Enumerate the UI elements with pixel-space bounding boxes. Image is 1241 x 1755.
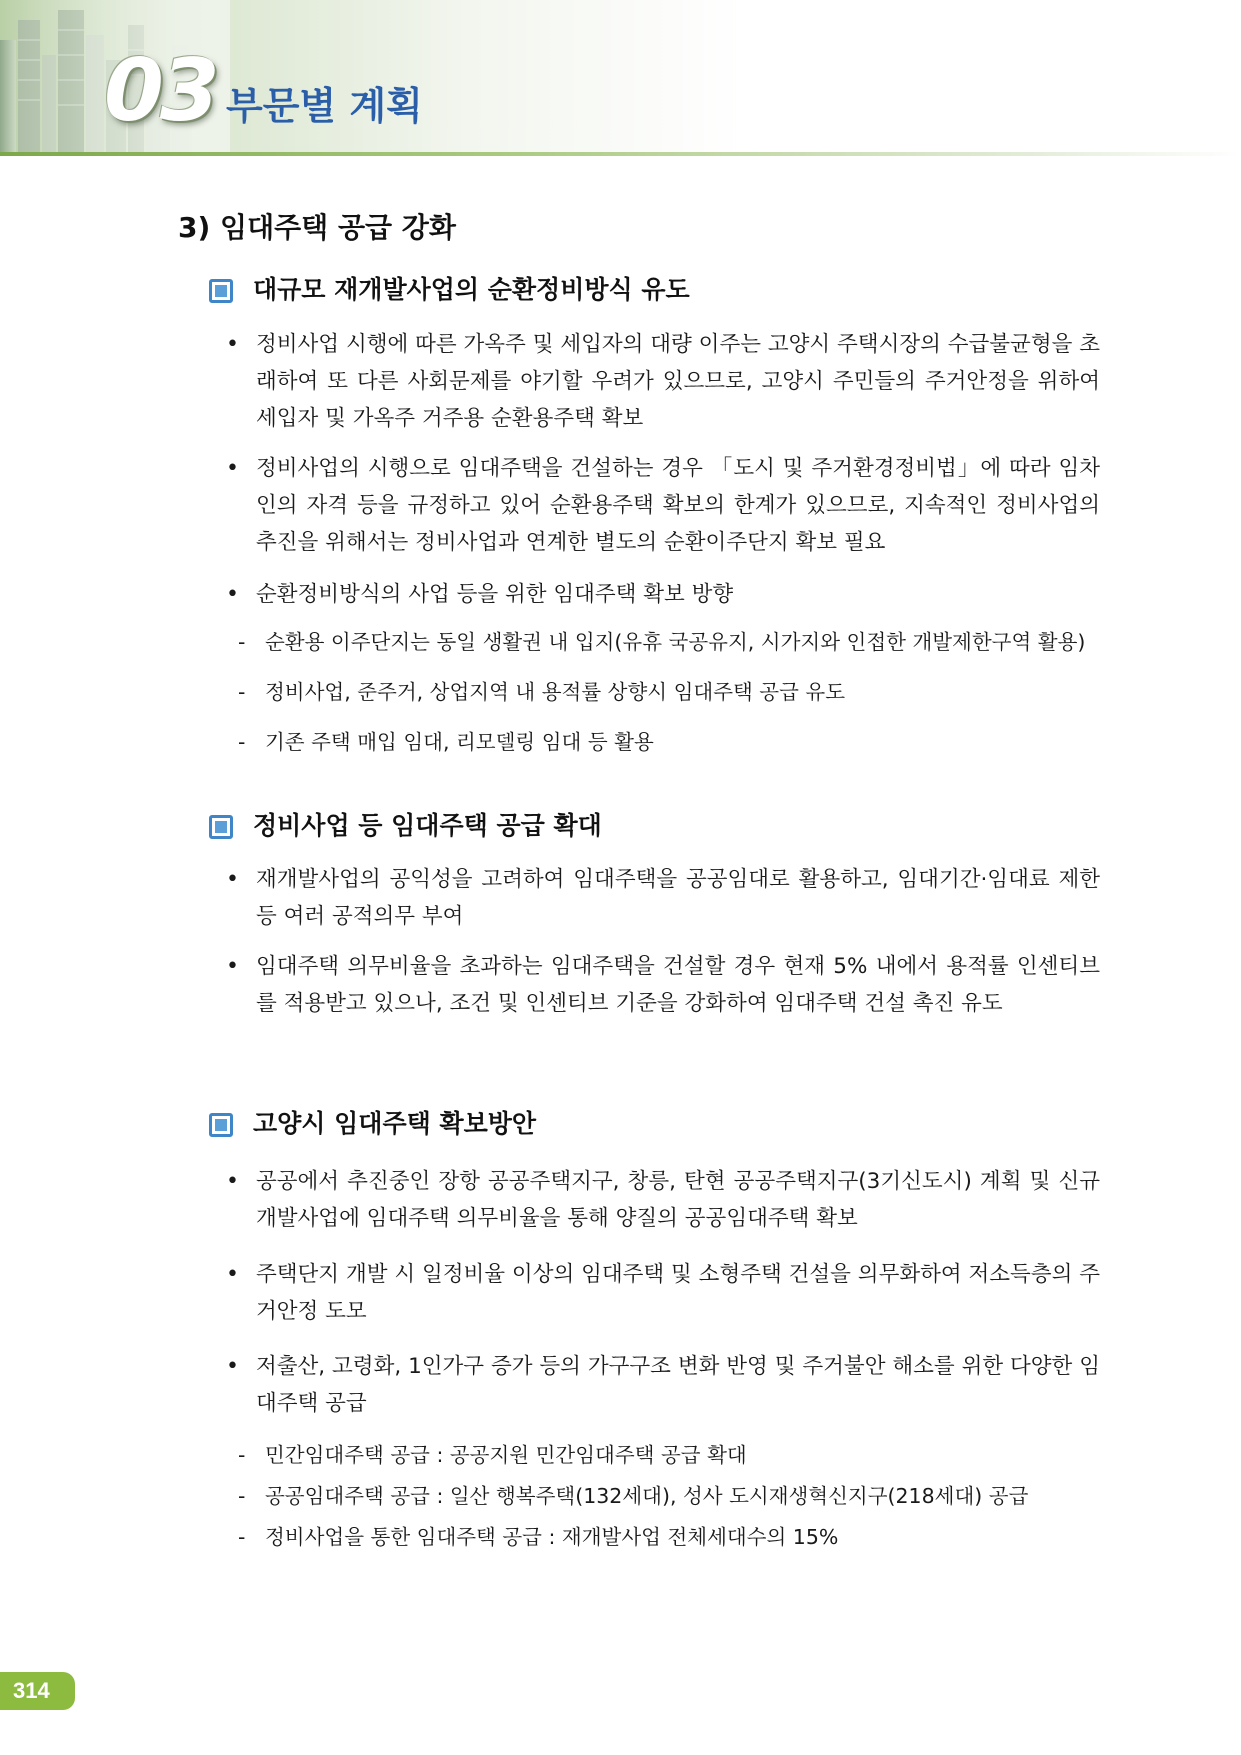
- square-bullet-icon: [209, 1113, 233, 1137]
- sub-list-item-text: 기존 주택 매입 임대, 리모델링 임대 등 활용: [265, 730, 654, 754]
- bullet-marker: •: [226, 954, 239, 979]
- list-item-text: 주택단지 개발 시 일정비율 이상의 임대주택 및 소형주택 건설을 의무화하여 저소득층의 주거안정 도모: [256, 1262, 1100, 1324]
- dash-marker: -: [238, 1484, 246, 1508]
- list-item-text: 재개발사업의 공익성을 고려하여 임대주택을 공공임대로 활용하고, 임대기간·임대료 제한 등 여러 공적의무 부여: [256, 867, 1100, 929]
- sub-list-item-text: 민간임대주택 공급 : 공공지원 민간임대주택 공급 확대: [265, 1443, 747, 1467]
- list-item-text: 임대주택 의무비율을 초과하는 임대주택을 건설할 경우 현재 5% 내에서 용적률 인센티브를 적용받고 있으나, 조건 및 인센티브 기준을 강화하여 임대주택 건설 촉진 유도: [256, 954, 1100, 1016]
- bullet-marker: •: [226, 1169, 239, 1194]
- page-number-tab: [0, 1672, 75, 1710]
- bullet-marker: •: [226, 867, 239, 892]
- sub-list-item-text: 정비사업, 준주거, 상업지역 내 용적률 상향시 임대주택 공급 유도: [265, 680, 846, 704]
- list-item: [226, 948, 1100, 1022]
- subsection-heading-text: 고양시 임대주택 확보방안: [253, 1109, 537, 1138]
- dash-marker: -: [238, 1443, 246, 1467]
- list-item-text: 정비사업의 시행으로 임대주택을 건설하는 경우 「도시 및 주거환경정비법」에 따라 임차인의 자격 등을 규정하고 있어 순환용주택 확보의 한계가 있으므로, 지속적인 정비사업의 추진을 위해서는 정비사업과 연계한 별도의 순환이주단지 확보 필요: [256, 456, 1100, 555]
- bullet-marker: •: [226, 332, 239, 357]
- list-item-text: 정비사업 시행에 따른 가옥주 및 세입자의 대량 이주는 고양시 주택시장의 수급불균형을 초래하여 또 다른 사회문제를 야기할 우려가 있으므로, 고양시 주민들의 주거안정을 위하여 세입자 및 가옥주 거주용 순환용주택 확보: [256, 332, 1100, 431]
- chapter-number: 03: [104, 41, 216, 141]
- page-number: 314: [13, 1678, 50, 1703]
- section-title: 3) 임대주택 공급 강화: [178, 211, 456, 244]
- bullet-marker: •: [226, 456, 239, 481]
- dash-marker: -: [238, 1525, 246, 1549]
- bullet-marker: •: [226, 582, 239, 607]
- dash-marker: -: [238, 680, 246, 704]
- list-item: [226, 1348, 1100, 1422]
- dash-marker: -: [238, 730, 246, 754]
- list-item: [226, 326, 1100, 437]
- square-bullet-icon: [209, 815, 233, 839]
- bullet-marker: •: [226, 1262, 239, 1287]
- chapter-title: 부문별 계획: [226, 84, 423, 128]
- subsection-heading-text: 대규모 재개발사업의 순환정비방식 유도: [253, 275, 690, 304]
- list-item: [226, 576, 1100, 613]
- square-bullet-icon: [209, 279, 233, 303]
- dash-marker: -: [238, 630, 246, 654]
- list-item-text: 순환정비방식의 사업 등을 위한 임대주택 확보 방향: [256, 582, 734, 607]
- list-item: [226, 1163, 1100, 1237]
- bullet-marker: •: [226, 1354, 239, 1379]
- subsection-heading-text: 정비사업 등 임대주택 공급 확대: [253, 811, 602, 840]
- sub-list-item-text: 순환용 이주단지는 동일 생활권 내 입지(유휴 국공유지, 시가지와 인접한 개발제한구역 활용): [265, 630, 1086, 654]
- list-item-text: 공공에서 추진중인 장항 공공주택지구, 창릉, 탄현 공공주택지구(3기신도시) 계획 및 신규 개발사업에 임대주택 의무비율을 통해 양질의 공공임대주택 확보: [256, 1169, 1100, 1231]
- list-item: [226, 861, 1100, 935]
- sub-list-item-text: 정비사업을 통한 임대주택 공급 : 재개발사업 전체세대수의 15%: [265, 1525, 839, 1549]
- list-item: [226, 450, 1100, 561]
- list-item: [226, 1256, 1100, 1330]
- list-item-text: 저출산, 고령화, 1인가구 증가 등의 가구구조 변화 반영 및 주거불안 해소를 위한 다양한 임대주택 공급: [256, 1354, 1100, 1416]
- sub-list-item-text: 공공임대주택 공급 : 일산 행복주택(132세대), 성사 도시재생혁신지구(218세대) 공급: [265, 1484, 1029, 1508]
